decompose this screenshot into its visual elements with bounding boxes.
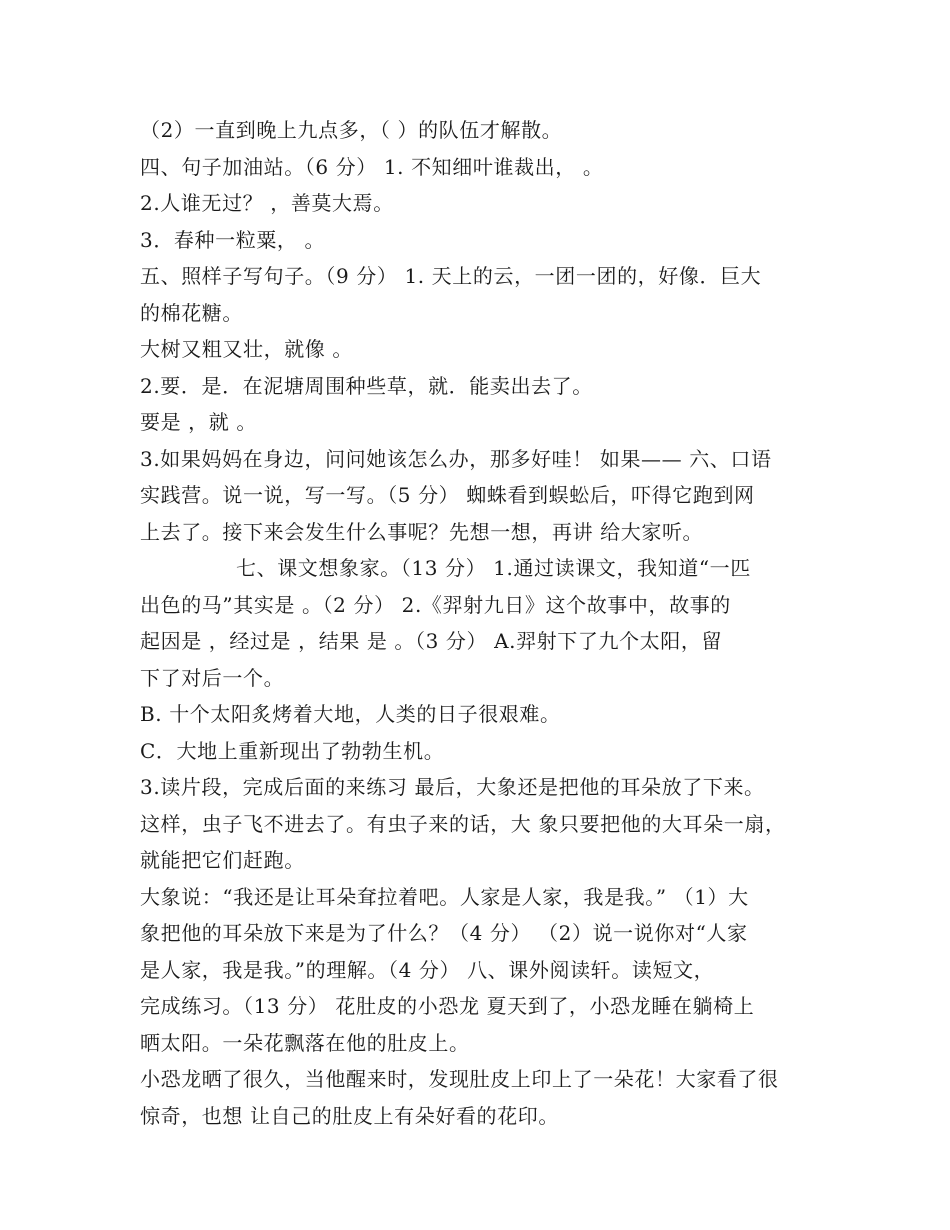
text-line: 这样，虫子飞不进去了。有虫子来的话，大 象只要把他的大耳朵一扇， [140,811,786,836]
text-line: B. 十个太阳炙烤着大地，人类的日子很艰难。 [140,702,561,726]
text-line: 2.人谁无过？ ，善莫大焉。 [140,191,394,215]
text-line: 3.读片段，完成后面的来练习 最后，大象还是把他的耳朵放了下来。 [140,775,765,799]
text-line: C．大地上重新现出了勃勃生机。 [140,738,445,763]
text-line: 五、照样子写句子。（9 分） 1. 天上的云，一团一团的，好像．巨大 [140,264,762,288]
text-line: 3.如果妈妈在身边，问问她该怎么办，那多好哇！ 如果—— 六、口语 [140,446,772,471]
text-line: 惊奇，也想 让自己的肚皮上有朵好看的花印。 [140,1103,559,1128]
text-line: 小恐龙晒了很久，当他醒来时，发现肚皮上印上了一朵花！大家看了很 [140,1067,779,1091]
text-line: 起因是 ，经过是 ，结果 是 。（3 分） A.羿射下了九个太阳，留 [140,629,723,653]
text-line: 大象说：“我还是让耳朵耷拉着吧。人家是人家，我是我。” （1）大 [140,884,749,909]
text-line: 要是 ，就 。 [140,410,257,434]
text-line: 上去了。接下来会发生什么事呢？先想一想，再讲 给大家听。 [140,519,704,544]
text-line: 的棉花糖。 [140,300,243,325]
text-line: 四、句子加油站。（6 分） 1. 不知细叶谁裁出， 。 [140,154,604,179]
text-line: 2.要．是．在泥塘周围种些草，就．能卖出去了。 [140,373,593,398]
text-line: 完成练习。（13 分） 花肚皮的小恐龙 夏天到了，小恐龙睡在躺椅上 [140,994,755,1018]
text-line: 大树又粗又壮，就像 。 [140,337,353,361]
text-line: 下了对后一个。 [140,665,285,690]
text-line: 出色的马”其实是 。（2 分） 2.《羿射九日》这个故事中，故事的 [140,592,731,617]
document-body [140,112,830,1134]
text-line: 就能把它们赶跑。 [140,848,305,872]
text-line: 是人家，我是我。”的理解。（4 分） 八、课外阅读轩。读短文， [140,957,715,982]
text-line: 实践营。说一说，写一写。（5 分） 蜘蛛看到蜈蚣后，吓得它跑到网 [140,483,755,507]
text-line: 3．春种一粒粟， 。 [140,227,326,252]
text-line: （2）一直到晚上九点多，（ ）的队伍才解散。 [140,118,563,142]
text-line: 象把他的耳朵放下来是为了什么？（4 分） （2）说一说你对“人家 [140,921,748,945]
text-line: 七、课文想象家。（13 分） 1.通过读课文，我知道“一匹 [236,556,751,580]
text-line: 晒太阳。一朵花飘落在他的肚皮上。 [140,1030,470,1055]
